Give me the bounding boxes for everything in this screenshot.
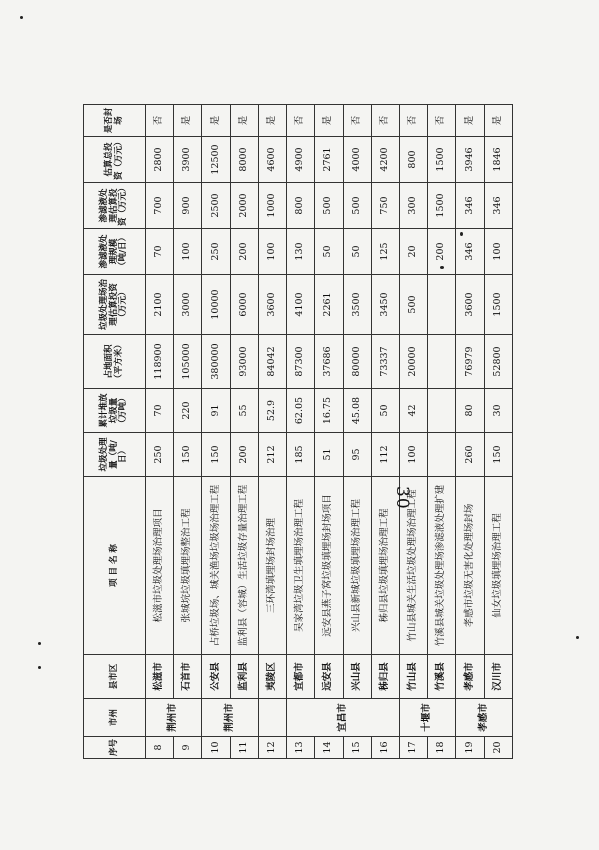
cell-project: 监利县（容城）生活垃圾存量治理工程: [230, 477, 258, 655]
cell-seq: 9: [174, 737, 202, 759]
project-table: [83, 104, 513, 759]
cell-capacity: 100: [399, 433, 427, 477]
cell-total-invest: 800: [399, 137, 427, 183]
cell-total-invest: 12500: [202, 137, 230, 183]
cell-treat-invest: 500: [399, 275, 427, 335]
page-number: 30: [392, 486, 412, 510]
cell-project: 秭归县垃圾填埋场治理工程: [371, 477, 399, 655]
table-row: [174, 105, 202, 759]
cell-cumulative: 62.05: [287, 389, 315, 433]
header-treat-invest: 垃圾处理场治理估算投资（万元）: [84, 275, 146, 335]
cell-leach-scale: 200: [230, 229, 258, 275]
cell-closed: 否: [399, 105, 427, 137]
cell-leach-invest: 800: [287, 183, 315, 229]
header-capacity: 垃圾处理量（吨/日）: [84, 433, 146, 477]
cell-total-invest: 1846: [484, 137, 512, 183]
cell-seq: 12: [258, 737, 286, 759]
cell-total-invest: 2761: [315, 137, 343, 183]
cell-capacity: 95: [343, 433, 371, 477]
cell-area: 87300: [287, 335, 315, 389]
cell-closed: 否: [287, 105, 315, 137]
cell-capacity: 150: [202, 433, 230, 477]
cell-capacity: 212: [258, 433, 286, 477]
cell-seq: 8: [146, 737, 174, 759]
cell-closed: 是: [315, 105, 343, 137]
cell-project: 兴山县新城垃圾填埋场治理工程: [343, 477, 371, 655]
cell-treat-invest: 3450: [371, 275, 399, 335]
cell-leach-invest: 346: [456, 183, 484, 229]
cell-leach-invest: 500: [315, 183, 343, 229]
table-region: [83, 105, 513, 759]
table-row: [315, 105, 343, 759]
cell-total-invest: 2800: [146, 137, 174, 183]
cell-cumulative: 45.08: [343, 389, 371, 433]
header-leach-scale: 渗滤液处理规模（吨/日）: [84, 229, 146, 275]
cell-capacity: 250: [146, 433, 174, 477]
cell-area: 84042: [258, 335, 286, 389]
cell-treat-invest: 10000: [202, 275, 230, 335]
cell-county: 汉川市: [484, 655, 512, 699]
cell-area: 105000: [174, 335, 202, 389]
cell-cumulative: 220: [174, 389, 202, 433]
table-row: [146, 105, 174, 759]
cell-project: 占桥垃圾场、城关渔场垃圾场治理工程: [202, 477, 230, 655]
cell-leach-invest: 2000: [230, 183, 258, 229]
cell-cumulative: 55: [230, 389, 258, 433]
table-row: [399, 105, 427, 759]
cell-treat-invest: 4100: [287, 275, 315, 335]
cell-leach-invest: 500: [343, 183, 371, 229]
cell-capacity: 51: [315, 433, 343, 477]
table-row: [258, 105, 286, 759]
cell-capacity: 185: [287, 433, 315, 477]
cell-county: 公安县: [202, 655, 230, 699]
cell-leach-invest: 900: [174, 183, 202, 229]
cell-leach-invest: 700: [146, 183, 174, 229]
cell-leach-scale: 100: [258, 229, 286, 275]
cell-city: 孝感市: [456, 699, 513, 737]
cell-total-invest: 4000: [343, 137, 371, 183]
rotated-table-container: [83, 105, 513, 759]
table-header-row: [84, 105, 146, 759]
table-row: [456, 105, 484, 759]
cell-county: 兴山县: [343, 655, 371, 699]
cell-treat-invest: 3000: [174, 275, 202, 335]
scan-speck: [576, 636, 579, 639]
cell-leach-scale: 70: [146, 229, 174, 275]
table-row: [202, 105, 230, 759]
header-leach-invest: 渗滤液处理估算投资（万元）: [84, 183, 146, 229]
cell-area: 37686: [315, 335, 343, 389]
table-row: [428, 105, 456, 759]
cell-closed: 是: [174, 105, 202, 137]
cell-project: 吴家湾垃圾卫生填埋场治理工程: [287, 477, 315, 655]
cell-closed: 是: [456, 105, 484, 137]
cell-closed: 是: [258, 105, 286, 137]
cell-leach-invest: 2500: [202, 183, 230, 229]
cell-city: 宜昌市: [287, 699, 400, 737]
cell-project: 竹溪县城关垃圾处理场渗滤液处理扩建: [428, 477, 456, 655]
cell-total-invest: 8000: [230, 137, 258, 183]
cell-leach-scale: 346: [456, 229, 484, 275]
cell-total-invest: 4600: [258, 137, 286, 183]
cell-closed: 是: [484, 105, 512, 137]
cell-closed: 否: [146, 105, 174, 137]
cell-capacity: 200: [230, 433, 258, 477]
cell-total-invest: 4200: [371, 137, 399, 183]
cell-cumulative: 50: [371, 389, 399, 433]
cell-leach-scale: 100: [174, 229, 202, 275]
cell-leach-invest: 300: [399, 183, 427, 229]
cell-city: 荆州市: [202, 699, 258, 737]
cell-county: 监利县: [230, 655, 258, 699]
cell-cumulative: 16.75: [315, 389, 343, 433]
table-row: [287, 105, 315, 759]
cell-county: 松滋市: [146, 655, 174, 699]
scan-speck: [20, 16, 23, 19]
cell-cumulative: 52.9: [258, 389, 286, 433]
header-county: 县市区: [84, 655, 146, 699]
cell-seq: 18: [428, 737, 456, 759]
cell-cumulative: 70: [146, 389, 174, 433]
cell-closed: 是: [230, 105, 258, 137]
cell-leach-scale: 250: [202, 229, 230, 275]
cell-area: 52800: [484, 335, 512, 389]
cell-treat-invest: 1500: [484, 275, 512, 335]
cell-cumulative: 91: [202, 389, 230, 433]
cell-capacity: [428, 433, 456, 477]
cell-total-invest: 3900: [174, 137, 202, 183]
cell-area: 76979: [456, 335, 484, 389]
cell-seq: 20: [484, 737, 512, 759]
cell-total-invest: 1500: [428, 137, 456, 183]
cell-area: 380000: [202, 335, 230, 389]
cell-treat-invest: 3600: [258, 275, 286, 335]
cell-area: 20000: [399, 335, 427, 389]
cell-seq: 14: [315, 737, 343, 759]
cell-capacity: 260: [456, 433, 484, 477]
cell-leach-scale: 20: [399, 229, 427, 275]
cell-project: 仙女垃圾填埋场治理工程: [484, 477, 512, 655]
cell-seq: 17: [399, 737, 427, 759]
cell-area: 80000: [343, 335, 371, 389]
cell-leach-scale: 50: [343, 229, 371, 275]
cell-seq: 13: [287, 737, 315, 759]
cell-treat-invest: 6000: [230, 275, 258, 335]
table-row: [371, 105, 399, 759]
cell-closed: 否: [343, 105, 371, 137]
header-area: 占地面积（平方米）: [84, 335, 146, 389]
cell-project: 三环湾填埋场封场治理: [258, 477, 286, 655]
cell-project: 张城垸垃圾填埋场整治工程: [174, 477, 202, 655]
cell-treat-invest: 2100: [146, 275, 174, 335]
cell-leach-invest: 346: [484, 183, 512, 229]
cell-leach-scale: 50: [315, 229, 343, 275]
cell-seq: 10: [202, 737, 230, 759]
table-row: [230, 105, 258, 759]
cell-capacity: 150: [174, 433, 202, 477]
cell-area: [428, 335, 456, 389]
cell-county: 秭归县: [371, 655, 399, 699]
cell-project: 远安县燕子窝垃圾填埋场封场项目: [315, 477, 343, 655]
cell-cumulative: 80: [456, 389, 484, 433]
cell-county: 夷陵区: [258, 655, 286, 699]
cell-treat-invest: [428, 275, 456, 335]
cell-city: [258, 699, 286, 737]
cell-leach-scale: 130: [287, 229, 315, 275]
table-row: [484, 105, 512, 759]
cell-capacity: 112: [371, 433, 399, 477]
cell-treat-invest: 3600: [456, 275, 484, 335]
cell-capacity: 150: [484, 433, 512, 477]
cell-city: 荆州市: [146, 699, 202, 737]
cell-total-invest: 4900: [287, 137, 315, 183]
cell-county: 远安县: [315, 655, 343, 699]
cell-leach-scale: 100: [484, 229, 512, 275]
cell-seq: 16: [371, 737, 399, 759]
header-total-invest: 估算总投资（万元）: [84, 137, 146, 183]
cell-city: 十堰市: [399, 699, 455, 737]
cell-cumulative: 30: [484, 389, 512, 433]
cell-county: 竹溪县: [428, 655, 456, 699]
cell-county: 石首市: [174, 655, 202, 699]
cell-county: 竹山县: [399, 655, 427, 699]
cell-project: 竹山县城关生活垃圾处理场治理工程: [399, 477, 427, 655]
cell-area: 73337: [371, 335, 399, 389]
cell-seq: 19: [456, 737, 484, 759]
scan-speck: [38, 642, 41, 645]
table-row: [343, 105, 371, 759]
cell-project: 松滋市垃圾处理场治理项目: [146, 477, 174, 655]
cell-cumulative: 42: [399, 389, 427, 433]
scan-speck: [38, 666, 41, 669]
cell-treat-invest: 2261: [315, 275, 343, 335]
cell-leach-scale: 125: [371, 229, 399, 275]
cell-closed: 否: [428, 105, 456, 137]
cell-leach-invest: 1000: [258, 183, 286, 229]
cell-leach-invest: 750: [371, 183, 399, 229]
cell-treat-invest: 3500: [343, 275, 371, 335]
cell-seq: 15: [343, 737, 371, 759]
cell-closed: 否: [371, 105, 399, 137]
cell-total-invest: 3946: [456, 137, 484, 183]
cell-seq: 11: [230, 737, 258, 759]
cell-county: 孝感市: [456, 655, 484, 699]
header-seq: 序号: [84, 737, 146, 759]
cell-closed: 是: [202, 105, 230, 137]
header-project: 项 目 名 称: [84, 477, 146, 655]
header-cumulative: 累计堆放垃圾量（万吨）: [84, 389, 146, 433]
cell-project: 孝感市垃圾无害化处理场封场: [456, 477, 484, 655]
cell-leach-scale: 200: [428, 229, 456, 275]
cell-cumulative: [428, 389, 456, 433]
header-city: 市州: [84, 699, 146, 737]
cell-county: 宜都市: [287, 655, 315, 699]
cell-leach-invest: 1500: [428, 183, 456, 229]
header-closed: 是否封场: [84, 105, 146, 137]
cell-area: 93000: [230, 335, 258, 389]
cell-area: 118900: [146, 335, 174, 389]
